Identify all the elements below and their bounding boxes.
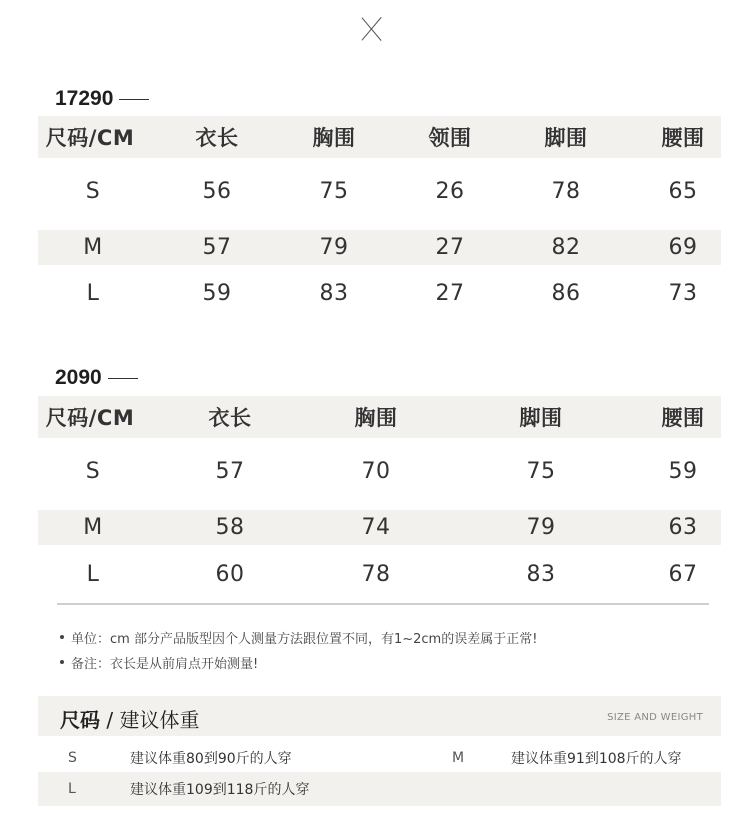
header-size: 尺码/CM [45, 406, 135, 430]
cell-value: 56 [202, 178, 232, 204]
cell-size: L [86, 561, 100, 587]
size-table-2090 [38, 396, 721, 603]
cell-value: 70 [361, 458, 391, 484]
cell-value: 69 [668, 235, 698, 260]
weight-title: 尺码 / 建议体重 [60, 708, 200, 732]
cell-value: 67 [668, 561, 698, 587]
cell-value: 57 [215, 458, 245, 484]
weight-size: S [68, 750, 77, 766]
header-chest: 胸围 [354, 406, 398, 430]
cell-value: 78 [551, 178, 581, 204]
cell-size: S [85, 178, 101, 204]
cell-value: 83 [319, 280, 349, 306]
cell-value: 78 [361, 561, 391, 587]
divider [57, 603, 709, 605]
cell-value: 83 [526, 561, 556, 587]
table-row [38, 452, 721, 490]
table-row [38, 230, 721, 265]
header-chest: 胸围 [312, 126, 356, 150]
cell-value: 75 [526, 458, 556, 484]
bullet-icon [60, 660, 64, 664]
header-size: 尺码/CM [45, 126, 135, 150]
table-row [38, 265, 721, 321]
model-title-2090: 2090 [55, 366, 138, 390]
size-table-17290 [38, 116, 721, 321]
cell-value: 26 [435, 178, 465, 204]
weight-row [38, 744, 721, 772]
table-row [38, 172, 721, 210]
weight-size: L [68, 781, 76, 797]
cell-value: 65 [668, 178, 698, 204]
cell-value: 59 [668, 458, 698, 484]
cell-value: 79 [319, 235, 349, 260]
table-header-row [38, 116, 721, 158]
cell-size: M [83, 235, 103, 260]
cell-value: 59 [202, 280, 232, 306]
weight-text: 建议体重109到118斤的人穿 [130, 782, 310, 798]
header-waist: 腰围 [661, 406, 705, 430]
cell-value: 58 [215, 515, 245, 540]
table-row [38, 510, 721, 545]
close-icon[interactable] [360, 16, 384, 42]
cell-value: 60 [215, 561, 245, 587]
cell-value: 79 [526, 515, 556, 540]
header-length: 衣长 [208, 406, 252, 430]
table-header-row [38, 396, 721, 438]
weight-section-header [38, 696, 721, 736]
cell-value: 74 [361, 515, 391, 540]
cell-value: 57 [202, 235, 232, 260]
note-remark: 备注：衣长是从前肩点开始测量! [60, 653, 258, 672]
cell-size: L [86, 280, 100, 306]
cell-value: 73 [668, 280, 698, 306]
weight-size: M [452, 750, 465, 766]
cell-value: 63 [668, 515, 698, 540]
header-waist: 腰围 [661, 126, 705, 150]
header-hem: 脚围 [519, 406, 563, 430]
weight-row [38, 772, 721, 806]
cell-value: 82 [551, 235, 581, 260]
cell-value: 75 [319, 178, 349, 204]
cell-value: 86 [551, 280, 581, 306]
cell-size: S [85, 458, 101, 484]
table-row [38, 545, 721, 603]
weight-subtitle: SIZE AND WEIGHT [607, 712, 703, 723]
bullet-icon [60, 635, 64, 639]
header-length: 衣长 [195, 126, 239, 150]
weight-text: 建议体重80到90斤的人穿 [130, 751, 292, 767]
cell-size: M [83, 515, 103, 540]
header-hem: 脚围 [544, 126, 588, 150]
header-collar: 领围 [428, 126, 472, 150]
model-title-17290: 17290 [55, 87, 149, 111]
cell-value: 27 [435, 235, 465, 260]
cell-value: 27 [435, 280, 465, 306]
weight-text: 建议体重91到108斤的人穿 [511, 751, 682, 767]
note-unit: 单位：cm 部分产品版型因个人测量方法跟位置不同，有1~2cm的误差属于正常! [60, 628, 537, 647]
